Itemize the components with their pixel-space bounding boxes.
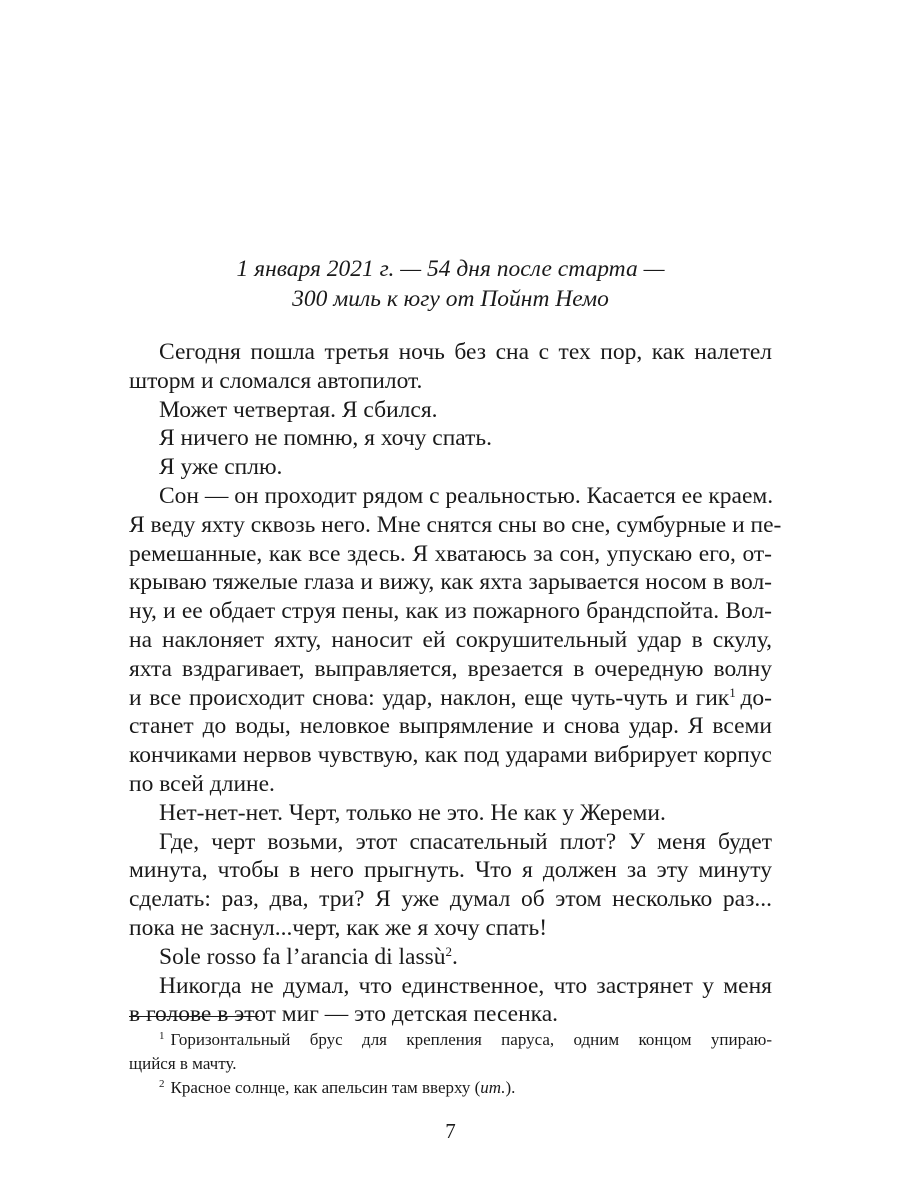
text-fragment: Sole rosso fa l’arancia di lassù	[159, 943, 446, 970]
footnotes	[129, 1028, 772, 1100]
text-fragment: до-	[740, 684, 772, 711]
footnote-divider	[129, 1016, 259, 1017]
text-line: кончиками нервов чувствую, как под ударами вибрирует корпус	[129, 742, 772, 769]
text-line: на наклоняет яхту, наносит ей сокрушительный удар в скулу,	[129, 626, 772, 653]
footnote-text: Горизонтальный брус для крепления паруса, одним концом упираю-	[170, 1030, 772, 1049]
footnote-2	[129, 1076, 772, 1100]
heading-line-1: 1 января 2021 г. — 54 дня после старта —	[236, 256, 665, 282]
footnote-ref-1: 1	[729, 684, 736, 700]
body-text	[129, 338, 782, 1029]
heading-line-2: 300 миль к югу от Пойнт Немо	[292, 286, 609, 312]
text-line: шторм и сломался автопилот.	[129, 367, 423, 394]
text-line: Может четвертая. Я сбился.	[159, 396, 438, 423]
text-line: пока не заснул...черт, как же я хочу спать!	[129, 914, 548, 941]
footnote-text-end: ).	[505, 1078, 516, 1097]
text-line: ну, и ее обдает струя пены, как из пожарного брандспойта. Вол-	[129, 598, 772, 625]
text-line: Я ничего не помню, я хочу спать.	[159, 425, 492, 452]
text-line-with-footnote	[129, 684, 772, 713]
text-line: Я уже сплю.	[159, 454, 283, 481]
text-line: ремешанные, как все здесь. Я хватаюсь за сон, упускаю его, от-	[129, 540, 772, 567]
text-fragment: и все происходит снова: удар, наклон, еще чуть-чуть и гик	[129, 684, 730, 711]
text-line: Я веду яхту сквозь него. Мне снятся сны во сне, сумбурные и пе-	[129, 511, 782, 538]
text-line: Сегодня пошла третья ночь без сна с тех пор, как налетел	[159, 339, 772, 365]
footnote-ref-2: 2	[445, 943, 452, 959]
text-line: яхта вздрагивает, выправляется, врезается в очередную волну	[129, 655, 772, 682]
text-line: сделать: раз, два, три? Я уже думал об этом несколько раз...	[129, 886, 772, 913]
footnote-mark-2: 2	[159, 1078, 165, 1090]
text-line: станет до воды, неловкое выпрямление и снова удар. Я всеми	[129, 713, 772, 740]
text-line: Нет-нет-нет. Черт, только не это. Не как у Жереми.	[159, 799, 666, 826]
text-line: Сон — он проходит рядом с реальностью. Касается ее краем.	[159, 482, 774, 509]
text-line: в голове в этот миг — это детская песенка.	[129, 1001, 559, 1028]
footnote-1-continuation: щийся в мачту.	[129, 1054, 237, 1073]
footnote-mark-1: 1	[159, 1030, 165, 1042]
footnote-abbrev: ит.	[480, 1078, 506, 1097]
text-line: Где, черт возьми, этот спасательный плот? У меня будет	[159, 828, 772, 855]
text-fragment: .	[452, 943, 458, 970]
book-page	[129, 0, 782, 1200]
page-number: 7	[445, 1119, 456, 1143]
text-line-with-footnote	[129, 943, 772, 972]
footnote-1	[129, 1028, 772, 1052]
chapter-heading	[129, 254, 772, 314]
text-line: минута, чтобы в него прыгнуть. Что я должен за эту минуту	[129, 857, 772, 884]
footnote-text: Красное солнце, как апельсин там вверху (	[170, 1078, 481, 1097]
text-line: Никогда не думал, что единственное, что застрянет у меня	[159, 972, 772, 999]
text-line: крываю тяжелые глаза и вижу, как яхта зарывается носом в вол-	[129, 569, 772, 596]
text-line: по всей длине.	[129, 770, 275, 797]
